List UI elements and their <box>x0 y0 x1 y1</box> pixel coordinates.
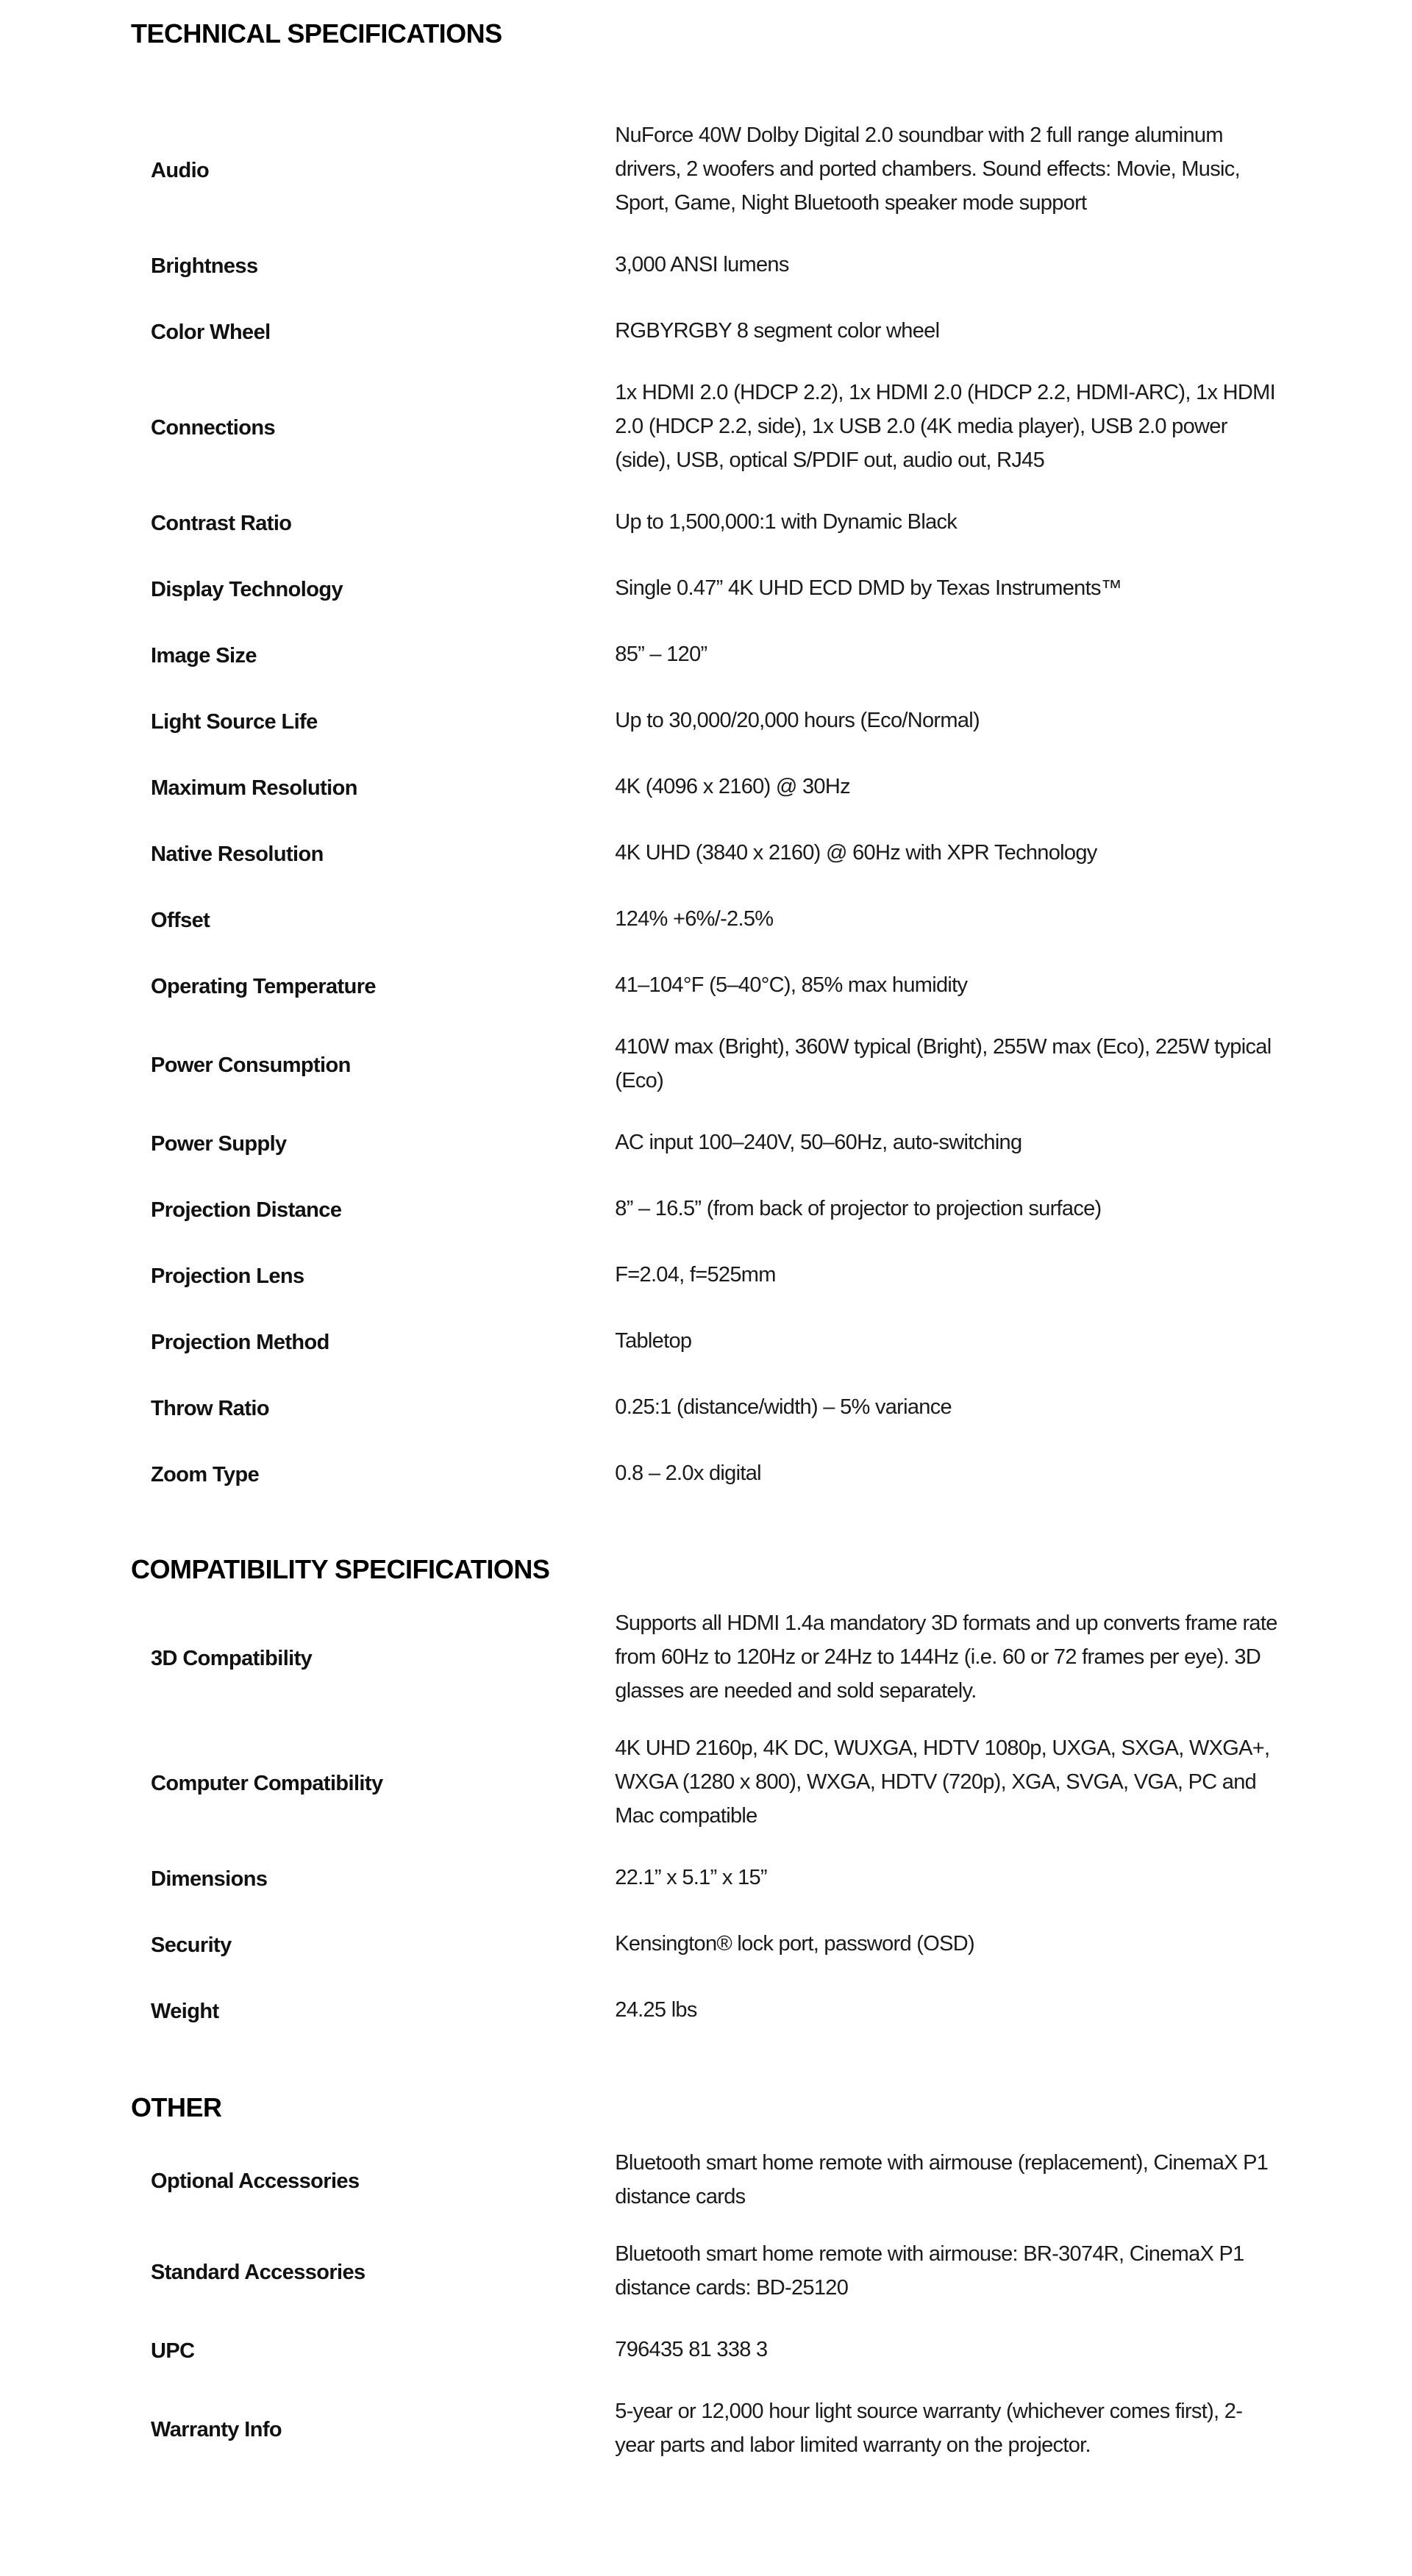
spec-value: 8” – 16.5” (from back of projector to projection surface) <box>615 1197 1102 1220</box>
spec-table <box>131 2136 1278 2475</box>
spec-row-security <box>131 1912 1278 1978</box>
spec-value: Kensington® lock port, password (OSD) <box>615 1932 974 1956</box>
spec-label: Light Source Life <box>151 709 318 734</box>
spec-row-contrast-ratio <box>131 490 1278 557</box>
spec-value: 124% +6%/-2.5% <box>615 907 774 931</box>
spec-value: 4K UHD (3840 x 2160) @ 60Hz with XPR Technology <box>615 841 1097 865</box>
spec-label: Projection Lens <box>151 1264 304 1288</box>
spec-label: Audio <box>151 158 210 182</box>
spec-row-operating-temperature <box>131 954 1278 1020</box>
spec-label: Maximum Resolution <box>151 776 357 800</box>
spec-label: Contrast Ratio <box>151 511 292 535</box>
spec-label: 3D Compatibility <box>151 1646 313 1670</box>
spec-row-dimensions <box>131 1846 1278 1912</box>
spec-value: Supports all HDMI 1.4a mandatory 3D formats and up converts frame rate from 60Hz to 120Hz or 24Hz to 144Hz (i.e. 60 or 72 frames per eye). 3D glasses are needed and sold separately. <box>615 1611 1277 1703</box>
spec-value: F=2.04, f=525mm <box>615 1263 776 1287</box>
spec-value: Single 0.47” 4K UHD ECD DMD by Texas Instruments™ <box>615 576 1122 600</box>
spec-value: 41–104°F (5–40°C), 85% max humidity <box>615 973 968 997</box>
spec-label: Display Technology <box>151 577 343 601</box>
spec-label: Brightness <box>151 254 258 278</box>
spec-value: 0.25:1 (distance/width) – 5% variance <box>615 1395 952 1419</box>
spec-label: Color Wheel <box>151 320 271 344</box>
spec-value: 85” – 120” <box>615 643 707 666</box>
spec-row-projection-method <box>131 1309 1278 1375</box>
spec-value: 24.25 lbs <box>615 1998 697 2022</box>
spec-label: Security <box>151 1933 232 1957</box>
spec-label: Power Supply <box>151 1131 287 1156</box>
spec-value: 4K (4096 x 2160) @ 30Hz <box>615 775 850 798</box>
spec-row-display-technology <box>131 557 1278 623</box>
spec-value: Up to 1,500,000:1 with Dynamic Black <box>615 510 958 534</box>
spec-label: Warranty Info <box>151 2417 282 2441</box>
spec-label: Operating Temperature <box>151 974 376 998</box>
spec-value: 5-year or 12,000 hour light source warranty (whichever comes first), 2-year parts and labor limited warranty on the projector. <box>615 2400 1243 2457</box>
technical-specifications-section <box>131 16 1278 1508</box>
spec-value: Bluetooth smart home remote with airmouse: BR-3074R, CinemaX P1 distance cards: BD-25120 <box>615 2242 1244 2300</box>
spec-row-standard-accessories <box>131 2227 1278 2318</box>
compatibility-specifications-section <box>131 1552 1278 2044</box>
spec-table <box>131 1596 1278 2044</box>
section-title: TECHNICAL SPECIFICATIONS <box>131 18 502 49</box>
spec-label: Image Size <box>151 643 257 668</box>
spec-value: 4K UHD 2160p, 4K DC, WUXGA, HDTV 1080p, UXGA, SXGA, WXGA+, WXGA (1280 x 800), WXGA, HDTV (720p), XGA, SVGA, VGA, PC and Mac compatible <box>615 1736 1270 1828</box>
spec-label: Computer Compatibility <box>151 1771 383 1795</box>
spec-value: 1x HDMI 2.0 (HDCP 2.2), 1x HDMI 2.0 (HDCP 2.2, HDMI-ARC), 1x HDMI 2.0 (HDCP 2.2, side), 1x USB 2.0 (4K media player), USB 2.0 power (side), USB, optical S/PDIF out, audio out, RJ45 <box>615 381 1275 472</box>
spec-row-light-source-life <box>131 689 1278 755</box>
spec-label: Power Consumption <box>151 1053 351 1077</box>
spec-row-projection-distance <box>131 1177 1278 1243</box>
spec-value: 796435 81 338 3 <box>615 2338 768 2361</box>
spec-row-computer-compatibility <box>131 1721 1278 1846</box>
spec-row-power-supply <box>131 1111 1278 1177</box>
spec-row-offset <box>131 887 1278 954</box>
section-title: OTHER <box>131 2092 222 2122</box>
spec-label: Offset <box>151 908 210 932</box>
spec-row-zoom-type <box>131 1442 1278 1508</box>
spec-row-color-wheel <box>131 299 1278 365</box>
spec-value: 0.8 – 2.0x digital <box>615 1461 761 1485</box>
section-title: COMPATIBILITY SPECIFICATIONS <box>131 1554 550 1584</box>
spec-label: Connections <box>151 415 276 440</box>
spec-label: Weight <box>151 1999 219 2023</box>
spec-value: Bluetooth smart home remote with airmouse (replacement), CinemaX P1 distance cards <box>615 2151 1269 2208</box>
spec-label: Zoom Type <box>151 1462 260 1486</box>
spec-row-weight <box>131 1978 1278 2044</box>
spec-label: Standard Accessories <box>151 2260 366 2284</box>
spec-value: Up to 30,000/20,000 hours (Eco/Normal) <box>615 709 980 732</box>
spec-value: 22.1” x 5.1” x 15” <box>615 1866 767 1889</box>
spec-row-optional-accessories <box>131 2136 1278 2227</box>
spec-row-image-size <box>131 623 1278 689</box>
spec-label: Optional Accessories <box>151 2169 360 2193</box>
spec-table <box>131 108 1278 1508</box>
other-section <box>131 2090 1278 2475</box>
spec-label: Native Resolution <box>151 842 324 866</box>
spec-row-native-resolution <box>131 821 1278 887</box>
spec-row-projection-lens <box>131 1243 1278 1309</box>
spec-label: Projection Method <box>151 1330 329 1354</box>
spec-row-upc <box>131 2318 1278 2384</box>
spec-value: 410W max (Bright), 360W typical (Bright), 255W max (Eco), 225W typical (Eco) <box>615 1035 1272 1092</box>
spec-row-connections <box>131 365 1278 490</box>
spec-row-maximum-resolution <box>131 755 1278 821</box>
spec-row-throw-ratio <box>131 1375 1278 1442</box>
spec-label: UPC <box>151 2339 195 2363</box>
spec-row-3d-compatibility <box>131 1596 1278 1721</box>
spec-value: AC input 100–240V, 50–60Hz, auto-switching <box>615 1131 1022 1154</box>
spec-value: RGBYRGBY 8 segment color wheel <box>615 319 940 343</box>
spec-value: 3,000 ANSI lumens <box>615 253 789 276</box>
spec-row-warranty-info <box>131 2384 1278 2475</box>
spec-label: Projection Distance <box>151 1198 342 1222</box>
spec-row-brightness <box>131 233 1278 299</box>
spec-label: Throw Ratio <box>151 1396 269 1420</box>
spec-row-audio <box>131 108 1278 233</box>
spec-row-power-consumption <box>131 1020 1278 1111</box>
spec-value: NuForce 40W Dolby Digital 2.0 soundbar with 2 full range aluminum drivers, 2 woofers and ported chambers. Sound effects: Movie, Music, Sport, Game, Night Bluetooth speaker mode support <box>615 124 1240 215</box>
spec-label: Dimensions <box>151 1867 268 1891</box>
spec-value: Tabletop <box>615 1329 692 1353</box>
